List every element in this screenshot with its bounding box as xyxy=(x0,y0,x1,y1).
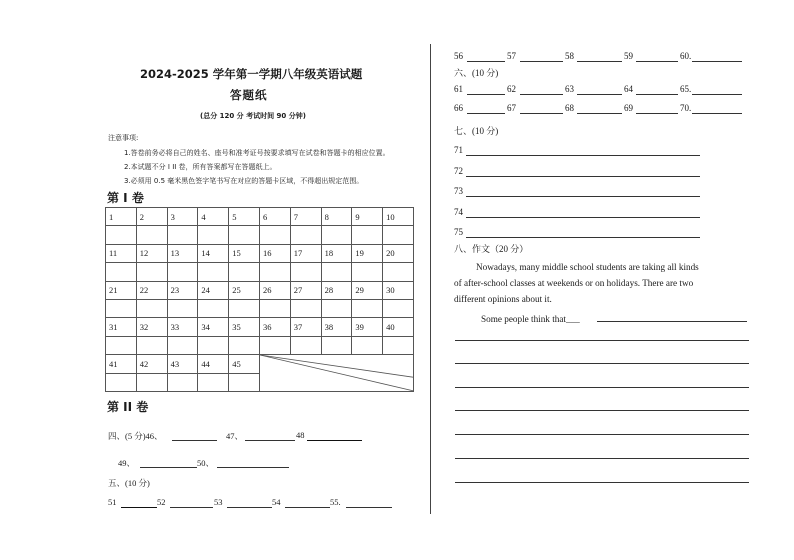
answer-cell[interactable] xyxy=(383,263,414,281)
notes-heading: 注意事项: xyxy=(108,134,139,142)
answer-cell[interactable] xyxy=(136,373,167,391)
essay-start-text: Some people think that___ xyxy=(481,314,580,324)
sec7-answer-line[interactable] xyxy=(466,155,700,156)
answer-cell[interactable] xyxy=(352,299,383,317)
grid-answer-row xyxy=(106,263,414,281)
q52-label: 52 xyxy=(157,497,166,507)
answer-cell[interactable] xyxy=(198,263,229,281)
q51-label: 51 xyxy=(108,497,117,507)
answer-cell[interactable] xyxy=(136,299,167,317)
question-number-cell: 17 xyxy=(290,244,321,262)
q66-70-label: 66 xyxy=(454,103,463,113)
question-number-cell: 24 xyxy=(198,281,229,299)
column-divider xyxy=(430,44,431,514)
q61-65-answer-line[interactable] xyxy=(520,94,563,95)
q66-70-answer-line[interactable] xyxy=(577,113,622,114)
q61-65-answer-line[interactable] xyxy=(467,94,505,95)
section5-label: 五、(10 分) xyxy=(108,478,150,488)
question-number-cell: 11 xyxy=(106,244,137,262)
q66-70-answer-line[interactable] xyxy=(636,113,678,114)
answer-cell[interactable] xyxy=(321,226,352,244)
answer-cell[interactable] xyxy=(229,263,260,281)
answer-cell[interactable] xyxy=(259,336,290,354)
essay-line[interactable] xyxy=(455,458,749,459)
q61-65-label: 61 xyxy=(454,84,463,94)
answer-cell[interactable] xyxy=(229,373,260,391)
answer-cell[interactable] xyxy=(290,336,321,354)
question-number-cell: 28 xyxy=(321,281,352,299)
grid-number-row xyxy=(106,281,414,299)
q61-65-label: 65. xyxy=(680,84,692,94)
question-number-cell: 34 xyxy=(198,318,229,336)
question-number-cell: 20 xyxy=(383,244,414,262)
question-number-cell: 23 xyxy=(167,281,198,299)
q50-label: 50、 xyxy=(197,458,215,468)
answer-cell[interactable] xyxy=(198,299,229,317)
answer-cell[interactable] xyxy=(136,336,167,354)
answer-line-50[interactable] xyxy=(217,467,289,468)
section7-label: 七、(10 分) xyxy=(454,126,499,136)
sec7-item-label: 71 xyxy=(454,145,463,155)
sec7-answer-line[interactable] xyxy=(466,237,700,238)
sec7-item-label: 73 xyxy=(454,186,463,196)
question-number-cell: 26 xyxy=(259,281,290,299)
answer-cell[interactable] xyxy=(106,226,137,244)
answer-line-46[interactable] xyxy=(172,440,217,441)
answer-cell[interactable] xyxy=(259,299,290,317)
answer-cell[interactable] xyxy=(352,226,383,244)
answer-line-49[interactable] xyxy=(140,467,197,468)
answer-cell[interactable] xyxy=(198,336,229,354)
answer-cell[interactable] xyxy=(290,263,321,281)
essay-prompt-line-3: different opinions about it. xyxy=(454,294,552,304)
question-number-cell: 18 xyxy=(321,244,352,262)
question-number-cell: 21 xyxy=(106,281,137,299)
grid-answer-row xyxy=(106,226,414,244)
question-number-cell: 7 xyxy=(290,208,321,226)
question-number-cell: 16 xyxy=(259,244,290,262)
answer-cell[interactable] xyxy=(198,226,229,244)
essay-start-line[interactable] xyxy=(597,321,747,322)
question-number-cell: 19 xyxy=(352,244,383,262)
answer-cell[interactable] xyxy=(106,336,137,354)
question-number-cell: 35 xyxy=(229,318,260,336)
question-number-cell: 38 xyxy=(321,318,352,336)
q66-70-answer-line[interactable] xyxy=(520,113,563,114)
question-number-cell: 30 xyxy=(383,281,414,299)
q48-label: 48 xyxy=(296,430,305,440)
grid-answer-row xyxy=(106,336,414,354)
part1-heading: 第 I 卷 xyxy=(107,191,144,205)
answer-cell[interactable] xyxy=(229,336,260,354)
question-number-cell: 42 xyxy=(136,355,167,373)
q56-60-label: 60. xyxy=(680,51,692,61)
question-number-cell: 45 xyxy=(229,355,260,373)
question-number-cell: 13 xyxy=(167,244,198,262)
question-number-cell: 31 xyxy=(106,318,137,336)
answer-cell[interactable] xyxy=(167,299,198,317)
q56-60-label: 58 xyxy=(565,51,574,61)
question-number-cell: 6 xyxy=(259,208,290,226)
q61-65-answer-line[interactable] xyxy=(577,94,622,95)
answer-line-54[interactable] xyxy=(285,507,330,508)
answer-cell[interactable] xyxy=(383,336,414,354)
question-number-cell: 27 xyxy=(290,281,321,299)
answer-cell[interactable] xyxy=(106,299,137,317)
q56-60-answer-line[interactable] xyxy=(520,61,563,62)
answer-cell[interactable] xyxy=(167,373,198,391)
q66-70-label: 70. xyxy=(680,103,692,113)
question-number-cell: 25 xyxy=(229,281,260,299)
part2-heading: 第 II 卷 xyxy=(107,400,149,414)
question-number-cell: 37 xyxy=(290,318,321,336)
q56-60-answer-line[interactable] xyxy=(636,61,678,62)
question-number-cell: 8 xyxy=(321,208,352,226)
q56-60-answer-line[interactable] xyxy=(692,61,742,62)
section6-label: 六、(10 分) xyxy=(454,68,499,78)
answer-cell[interactable] xyxy=(106,373,137,391)
essay-prompt-line-1: Nowadays, many middle school students are taking all kinds xyxy=(476,262,699,272)
answer-cell[interactable] xyxy=(136,226,167,244)
q56-60-label: 59 xyxy=(624,51,633,61)
essay-line[interactable] xyxy=(455,410,749,411)
sec7-item-label: 72 xyxy=(454,165,463,176)
section4-label: 四、(5 分)46、 xyxy=(108,431,163,441)
sec7-item-label: 75 xyxy=(454,227,463,237)
answer-cell[interactable] xyxy=(198,373,229,391)
question-number-cell: 2 xyxy=(136,208,167,226)
question-number-cell: 12 xyxy=(136,244,167,262)
answer-line-47[interactable] xyxy=(245,440,295,441)
q66-70-label: 67 xyxy=(507,103,516,113)
answer-line-51[interactable] xyxy=(121,507,157,508)
answer-cell[interactable] xyxy=(290,299,321,317)
note-item-3: 3.必须用 0.5 毫米黑色签字笔书写在对应的答题卡区域，不得超出规定范围。 xyxy=(124,177,364,185)
answer-cell[interactable] xyxy=(383,226,414,244)
q56-60-answer-line[interactable] xyxy=(467,61,505,62)
sec7-item-label: 74 xyxy=(454,206,463,217)
essay-line[interactable] xyxy=(455,340,749,341)
question-number-cell: 1 xyxy=(106,208,137,226)
note-item-1: 1.答卷前务必将自己的姓名、座号和准考证号按要求填写在试卷和答题卡的相应位置。 xyxy=(124,149,390,157)
question-number-cell: 40 xyxy=(383,318,414,336)
answer-cell[interactable] xyxy=(167,336,198,354)
grid-number-row xyxy=(106,244,414,262)
answer-cell[interactable] xyxy=(352,336,383,354)
note-item-2: 2.本试题不分 I II 卷，所有答案都写在答题纸上。 xyxy=(124,163,277,171)
exam-title: 2024-2025 学年第一学期八年级英语试题 xyxy=(140,67,363,81)
sec7-answer-line[interactable] xyxy=(466,196,700,197)
question-number-cell: 43 xyxy=(167,355,198,373)
answer-cell[interactable] xyxy=(106,263,137,281)
sec7-answer-line[interactable] xyxy=(466,217,700,218)
question-number-cell: 41 xyxy=(106,355,137,373)
answer-grid xyxy=(105,207,414,392)
grid-blank-filler xyxy=(259,355,413,392)
essay-line[interactable] xyxy=(455,387,749,388)
q53-label: 53 xyxy=(214,497,223,507)
grid-number-row xyxy=(106,355,414,373)
answer-cell[interactable] xyxy=(229,226,260,244)
grid-answer-row xyxy=(106,299,414,317)
question-number-cell: 4 xyxy=(198,208,229,226)
score-info: (总分 120 分 考试时间 90 分钟) xyxy=(200,112,306,120)
diagonal-lines xyxy=(260,355,413,391)
answer-line-52[interactable] xyxy=(170,507,213,508)
answer-cell[interactable] xyxy=(136,263,167,281)
answer-cell[interactable] xyxy=(259,226,290,244)
answer-cell[interactable] xyxy=(290,226,321,244)
answer-cell[interactable] xyxy=(167,226,198,244)
answer-cell[interactable] xyxy=(229,299,260,317)
question-number-cell: 10 xyxy=(383,208,414,226)
q61-65-label: 64 xyxy=(624,84,633,94)
answer-line-48[interactable] xyxy=(307,440,362,441)
question-number-cell: 39 xyxy=(352,318,383,336)
exam-subtitle: 答题纸 xyxy=(230,88,268,102)
q49-label: 49、 xyxy=(118,458,136,468)
question-number-cell: 29 xyxy=(352,281,383,299)
answer-cell[interactable] xyxy=(321,263,352,281)
q56-60-label: 56 xyxy=(454,51,463,61)
q56-60-answer-line[interactable] xyxy=(577,61,622,62)
answer-cell[interactable] xyxy=(321,336,352,354)
q66-70-label: 68 xyxy=(565,103,574,113)
answer-line-53[interactable] xyxy=(227,507,272,508)
q61-65-answer-line[interactable] xyxy=(636,94,678,95)
q55-label: 55. xyxy=(330,497,341,507)
answer-cell[interactable] xyxy=(352,263,383,281)
essay-line[interactable] xyxy=(455,363,749,364)
question-number-cell: 33 xyxy=(167,318,198,336)
section8-label: 八、作文（20 分） xyxy=(454,244,529,254)
grid-number-row xyxy=(106,318,414,336)
essay-line[interactable] xyxy=(455,434,749,435)
answer-cell[interactable] xyxy=(321,299,352,317)
essay-line[interactable] xyxy=(455,482,749,483)
question-number-cell: 15 xyxy=(229,244,260,262)
q61-65-label: 63 xyxy=(565,84,574,94)
q54-label: 54 xyxy=(272,497,281,507)
question-number-cell: 14 xyxy=(198,244,229,262)
q61-65-label: 62 xyxy=(507,84,516,94)
essay-prompt-line-2: of after-school classes at weekends or on holidays. There are two xyxy=(454,278,694,288)
q66-70-label: 69 xyxy=(624,103,633,113)
q56-60-label: 57 xyxy=(507,51,516,61)
q47-label: 47、 xyxy=(226,431,244,441)
answer-cell[interactable] xyxy=(259,263,290,281)
question-number-cell: 36 xyxy=(259,318,290,336)
sec7-answer-line[interactable] xyxy=(466,176,700,177)
answer-line-55[interactable] xyxy=(346,507,392,508)
answer-cell[interactable] xyxy=(167,263,198,281)
grid-number-row xyxy=(106,208,414,226)
question-number-cell: 44 xyxy=(198,355,229,373)
q66-70-answer-line[interactable] xyxy=(692,113,742,114)
question-number-cell: 22 xyxy=(136,281,167,299)
q61-65-answer-line[interactable] xyxy=(692,94,742,95)
question-number-cell: 3 xyxy=(167,208,198,226)
answer-cell[interactable] xyxy=(383,299,414,317)
question-number-cell: 9 xyxy=(352,208,383,226)
q66-70-answer-line[interactable] xyxy=(467,113,505,114)
question-number-cell: 32 xyxy=(136,318,167,336)
question-number-cell: 5 xyxy=(229,208,260,226)
